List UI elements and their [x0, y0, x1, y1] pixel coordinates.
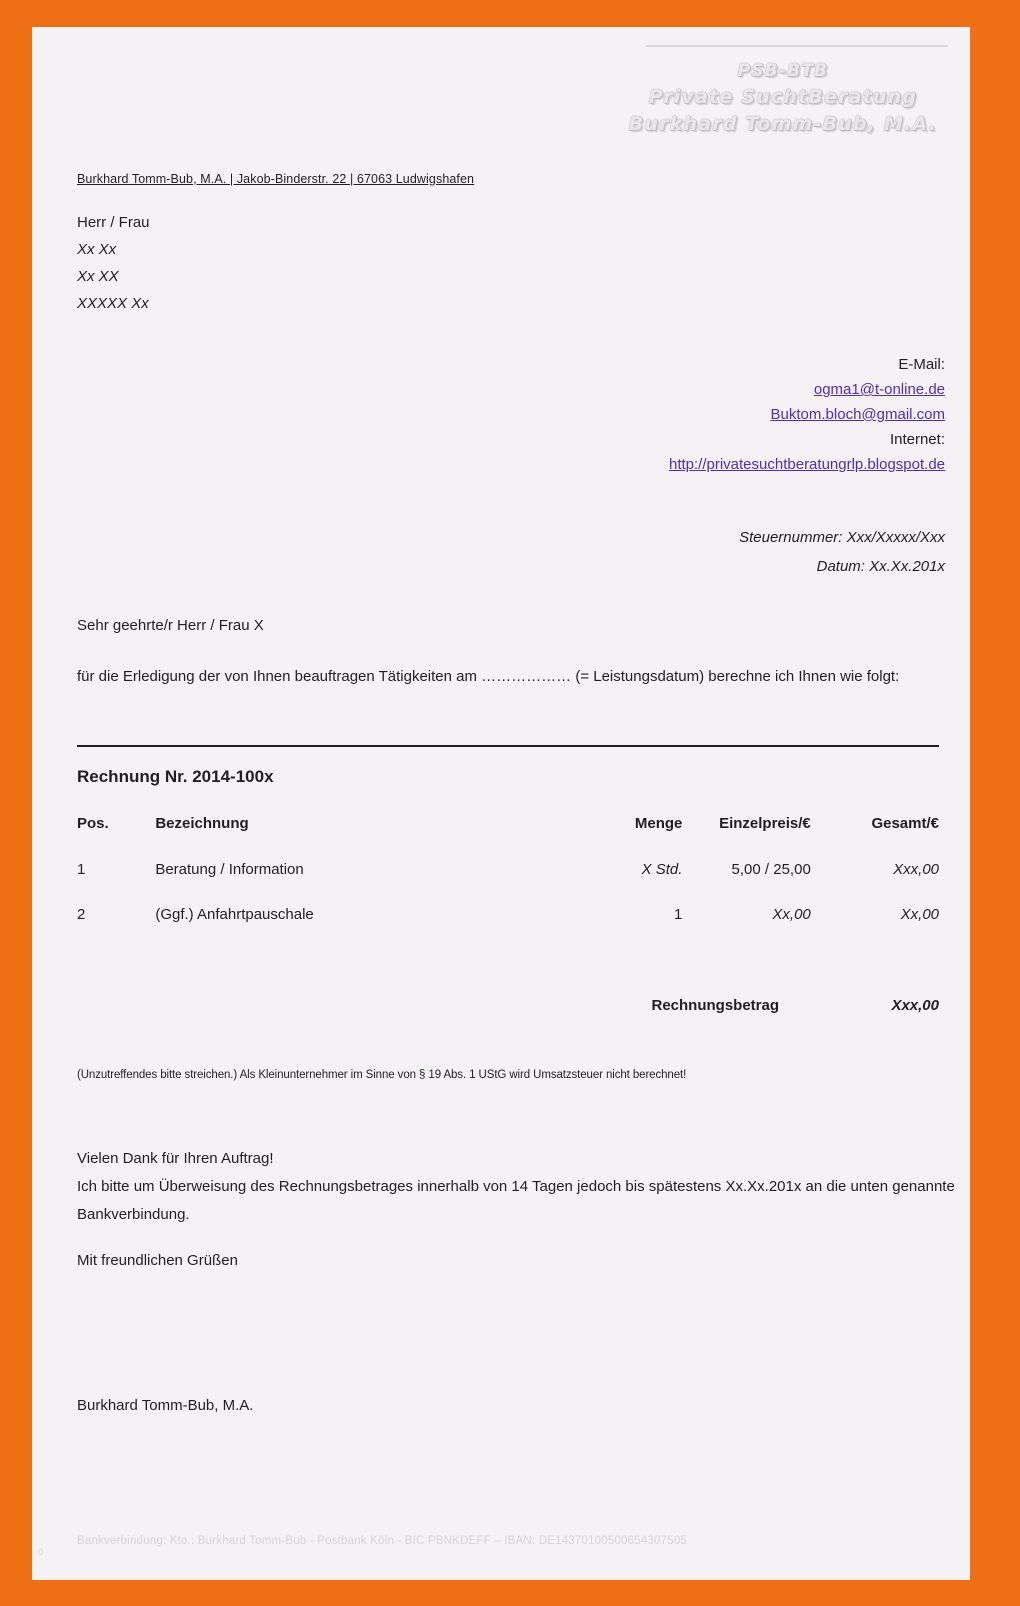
cell-pos: 2	[77, 906, 86, 923]
email-link-secondary[interactable]: Buktom.bloch@gmail.com	[770, 406, 945, 423]
recipient-city: XXXXX Xx	[77, 295, 149, 312]
invoice-table	[77, 815, 939, 951]
payment-terms: Ich bitte um Überweisung des Rechnungsbetrages innerhalb von 14 Tagen jedoch bis spätestens Xx.Xx.201x an die unten genannte Bankverbindung.	[77, 1178, 955, 1223]
tax-number: Steuernummer: Xxx/Xxxxx/Xxx	[739, 529, 945, 546]
invoice-number-heading: Rechnung Nr. 2014-100x	[77, 767, 274, 786]
contact-block	[669, 352, 945, 477]
column-header-unit-price: Einzelpreis/€	[719, 815, 811, 832]
cell-quantity: 1	[674, 906, 683, 923]
column-header-quantity: Menge	[634, 815, 683, 832]
cell-unit-price: 5,00 / 25,00	[731, 861, 811, 878]
sender-address-line: Burkhard Tomm-Bub, M.A. | Jakob-Binderstr. 22 | 67063 Ludwigshafen	[77, 172, 475, 186]
total-amount: Xxx,00	[891, 997, 939, 1014]
page-marker: 0	[38, 1547, 44, 1557]
signature-name: Burkhard Tomm-Bub, M.A.	[77, 1397, 254, 1414]
letterhead-divider	[646, 45, 948, 47]
logo-line-private-suchtberatung: Private SuchtBeratung	[648, 85, 918, 108]
column-header-total: Gesamt/€	[871, 815, 939, 832]
table-header-row	[77, 815, 939, 861]
thanks-line: Vielen Dank für Ihren Auftrag!	[77, 1150, 274, 1167]
column-header-pos: Pos.	[77, 815, 109, 832]
email-link-primary[interactable]: ogma1@t-online.de	[813, 381, 945, 398]
letterhead-logo	[618, 45, 948, 139]
total-label: Rechnungsbetrag	[651, 997, 779, 1014]
tax-and-date-block	[739, 523, 945, 581]
internet-label: Internet:	[889, 431, 945, 448]
cell-pos: 1	[77, 861, 86, 878]
document-date: Datum: Xx.Xx.201x	[816, 558, 945, 575]
cell-unit-price: Xx,00	[772, 906, 811, 923]
table-row	[77, 861, 939, 906]
cell-description: (Ggf.) Anfahrtpauschale	[155, 906, 314, 923]
cell-total: Xxx,00	[893, 861, 939, 878]
cell-total: Xx,00	[900, 906, 939, 923]
small-business-disclaimer: (Unzutreffendes bitte streichen.) Als Kleinunternehmer im Sinne von § 19 Abs. 1 UStG wird Umsatzsteuer nicht berechnet!	[77, 1069, 687, 1081]
invoice-divider	[77, 745, 939, 747]
letter-salutation: Sehr geehrte/r Herr / Frau X	[77, 617, 264, 634]
letter-sheet	[32, 27, 970, 1580]
recipient-street: Xx XX	[77, 268, 119, 285]
closing-paragraph	[77, 1145, 957, 1229]
logo-line-psb-btb: PSB-BTB	[737, 61, 829, 81]
email-label: E-Mail:	[898, 356, 945, 373]
recipient-name: Xx Xx	[77, 241, 117, 258]
website-link[interactable]: http://privatesuchtberatungrlp.blogspot.de	[668, 456, 945, 473]
regards-line: Mit freundlichen Grüßen	[77, 1252, 238, 1269]
letter-intro-paragraph: für die Erledigung der von Ihnen beauftragen Tätigkeiten am ……………… (= Leistungsdatum) berechne ich Ihnen wie folgt:	[77, 668, 900, 685]
recipient-address-block	[77, 209, 150, 317]
column-header-description: Bezeichnung	[155, 815, 249, 832]
cell-quantity: X Std.	[641, 861, 683, 878]
logo-line-name: Burkhard Tomm-Bub, M.A.	[628, 113, 938, 136]
footer-bank-details: Bankverbindung: Kto.: Burkhard Tomm-Bub - Postbank Köln - BIC PBNKDEFF – IBAN: DE14370100500654307505	[77, 1535, 688, 1547]
cell-description: Beratung / Information	[155, 861, 304, 878]
table-row	[77, 906, 939, 951]
recipient-salutation: Herr / Frau	[77, 214, 150, 231]
